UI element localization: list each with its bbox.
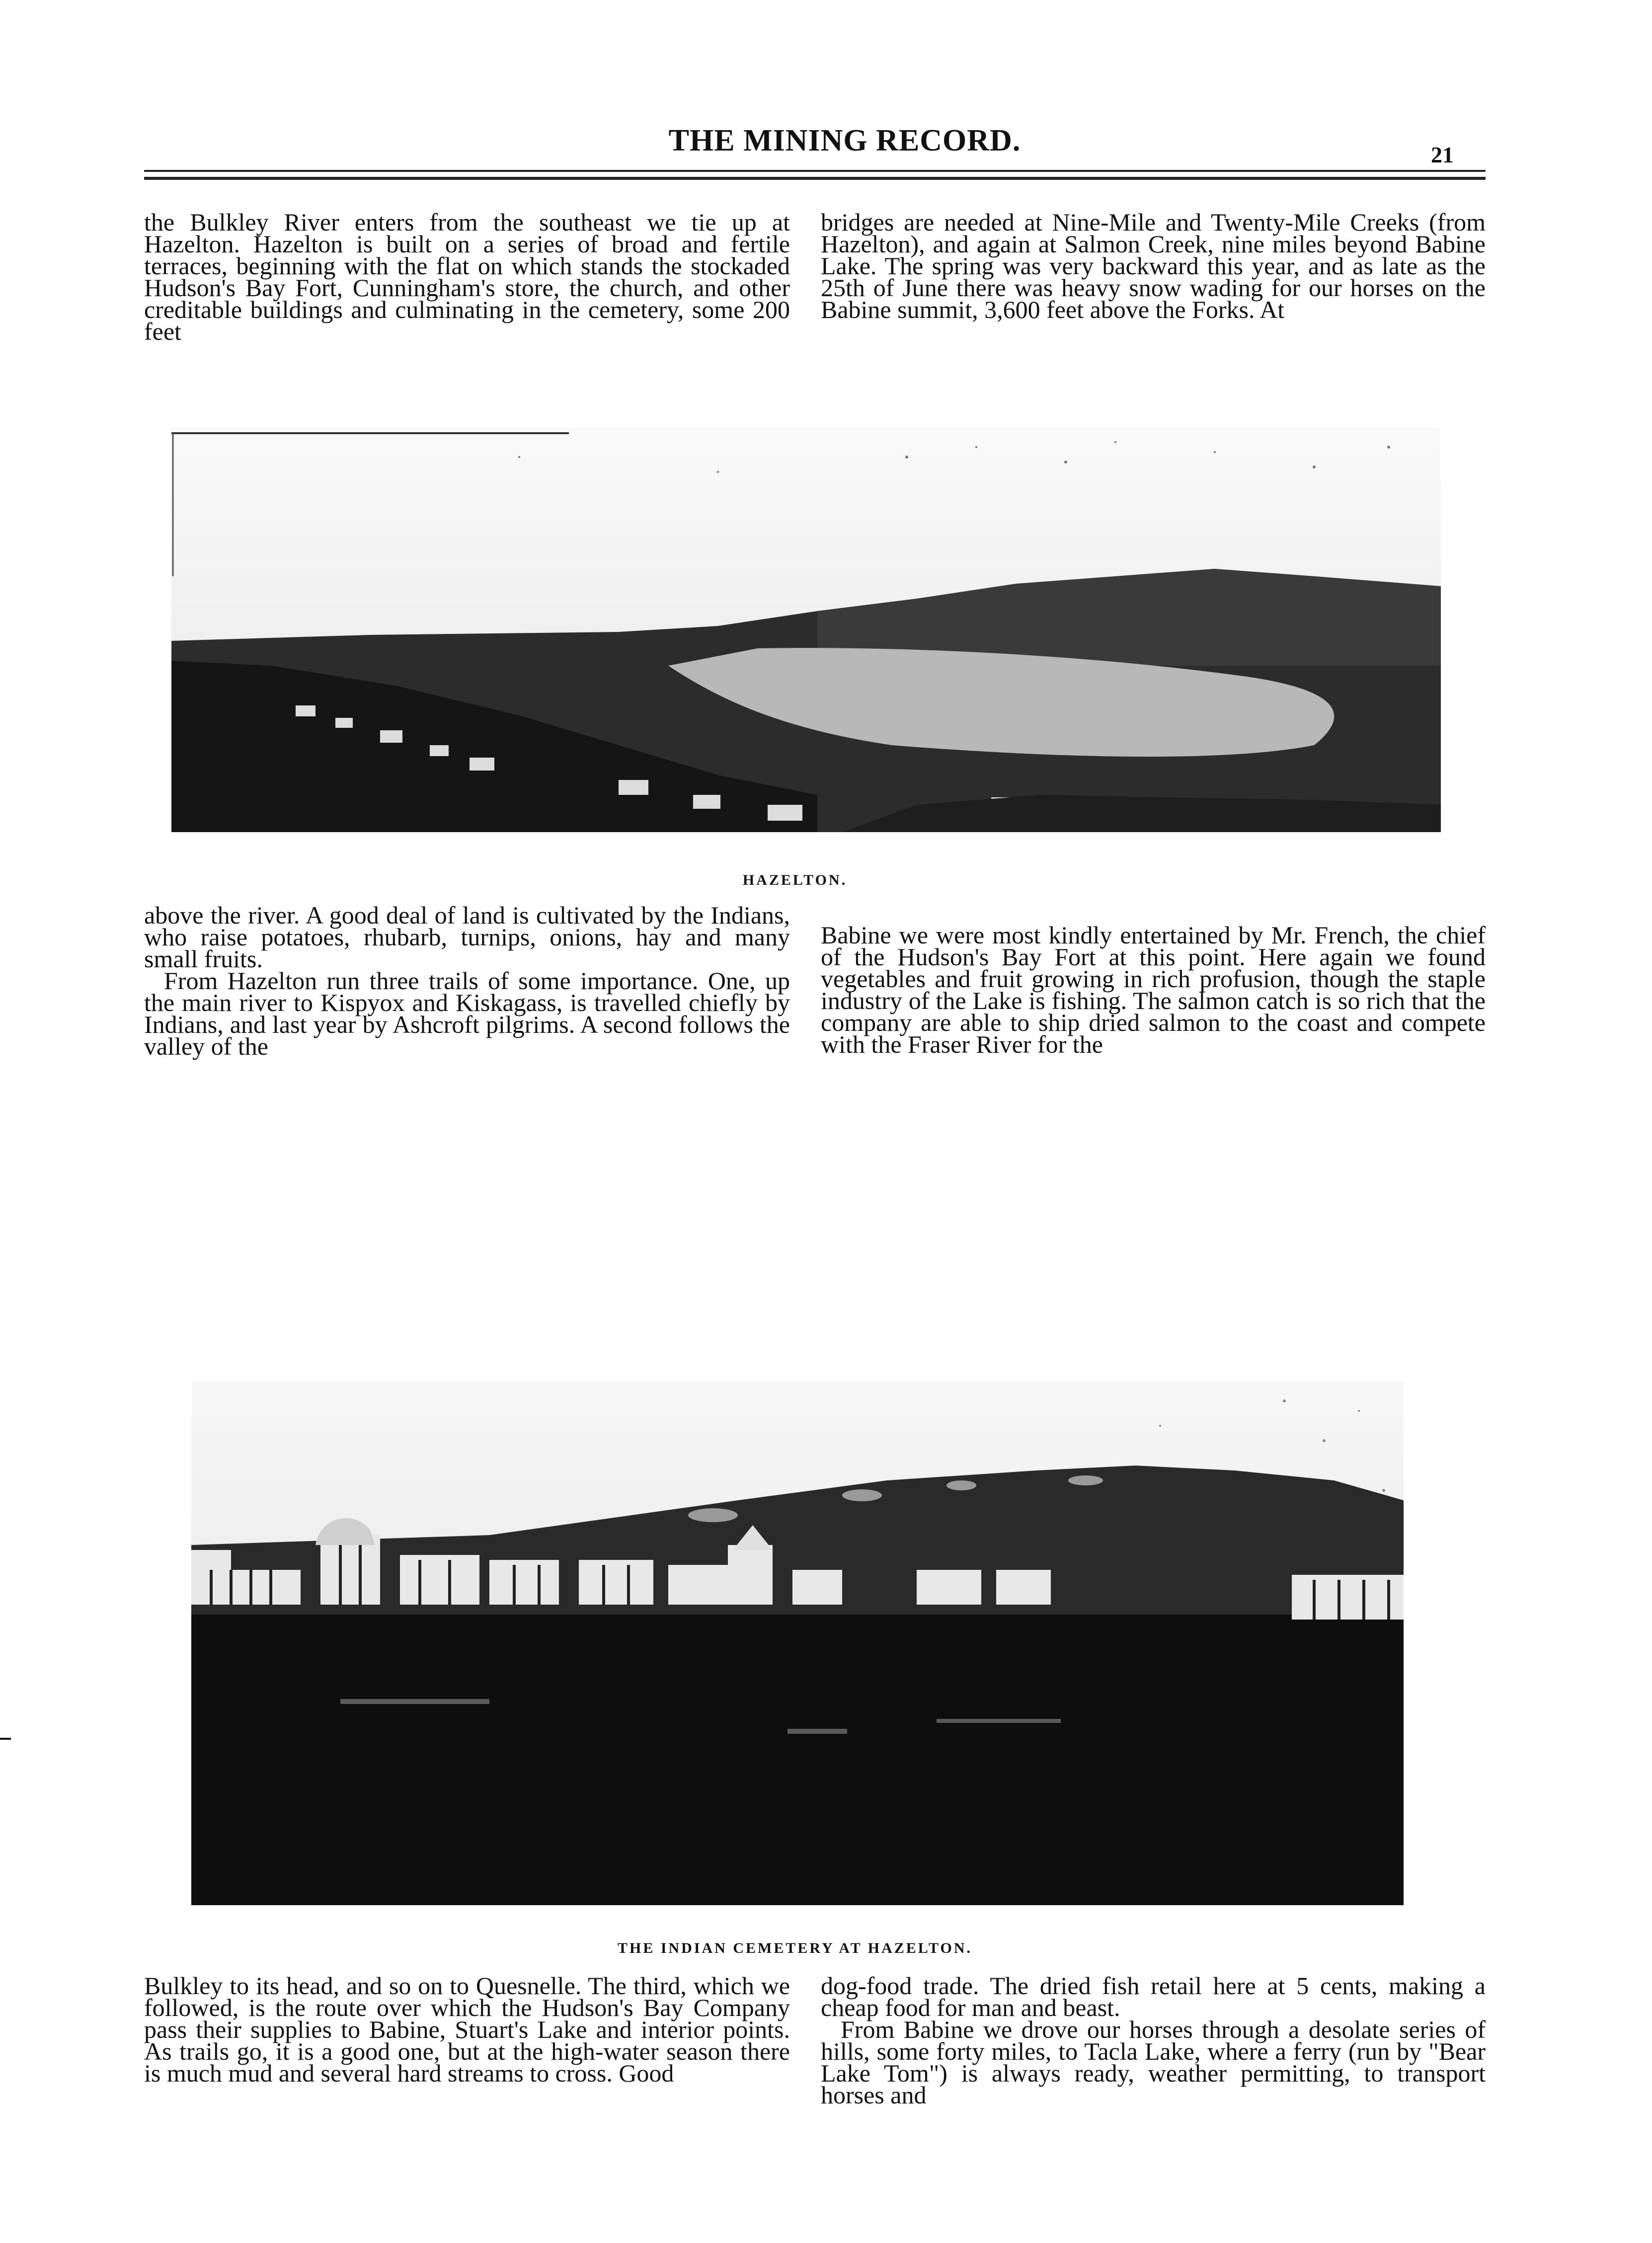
text-column-right-3 xyxy=(821,1972,1486,2109)
paragraph: Bulkley to its head, and so on to Quesnelle. The third, which we followed, is the route over which the Hudson's Bay Company pass their supplies to Babine, Stuart's Lake and interior points. As trails go, it is a good one, but at the high-water season there is much mud and several hard streams to cross. Good xyxy=(144,1972,790,2087)
hazelton-photo xyxy=(171,427,1441,832)
header-rule-bottom xyxy=(144,177,1486,180)
scan-margin-mark xyxy=(0,1738,11,1740)
text-column-left-2 xyxy=(144,901,790,1060)
text-column-left-1 xyxy=(144,208,790,345)
text-column-right-1 xyxy=(821,208,1486,323)
text-column-left-3 xyxy=(144,1972,790,2087)
text-column-right-2 xyxy=(821,921,1486,1058)
figure-caption-hazelton: HAZELTON. xyxy=(742,872,848,888)
paragraph: From Hazelton run three trails of some importance. One, up the main river to Kispyox and Kiskagass, is travelled chiefly by Indians, and last year by Ashcroft pilgrims. A second follows the valley of the xyxy=(144,967,790,1060)
paragraph: From Babine we drove our horses through a desolate series of hills, some forty miles, to Tacla Lake, where a ferry (run by "Bear Lake Tom") is always ready, weather permitting, to transport horses and xyxy=(821,2015,1486,2109)
paragraph: dog-food trade. The dried fish retail here at 5 cents, making a cheap food for man and beast. xyxy=(821,1972,1486,2021)
paragraph: above the river. A good deal of land is cultivated by the Indians, who raise potatoes, rhubarb, turnips, onions, hay and many small fruits. xyxy=(144,901,790,973)
paragraph: the Bulkley River enters from the southeast we tie up at Hazelton. Hazelton is built on a series of broad and fertile terraces, beginning with the flat on which stands the stockaded Hudson's Bay Fort, Cunningham's store, the church, and other creditable buildings and culminating in the cemetery, some 200 feet xyxy=(144,208,790,345)
header-rule-top xyxy=(144,170,1486,172)
running-head-title: THE MINING RECORD. xyxy=(668,124,1021,157)
paragraph: Babine we were most kindly entertained by Mr. French, the chief of the Hudson's Bay Fort at this point. Here again we found vegetables and fruit growing in rich profusion, though the staple industry of the Lake is fishing. The salmon catch is so rich that the company are able to ship dried salmon to the coast and compete with the Fraser River for the xyxy=(821,921,1486,1058)
figure-caption-cemetery: THE INDIAN CEMETERY AT HAZELTON. xyxy=(617,1940,973,1956)
paragraph: bridges are needed at Nine-Mile and Twenty-Mile Creeks (from Hazelton), and again at Salmon Creek, nine miles beyond Babine Lake. The spring was very backward this year, and as late as the 25th of June there was heavy snow wading for our horses on the Babine summit, 3,600 feet above the Forks. At xyxy=(821,208,1486,323)
page-number: 21 xyxy=(1431,142,1454,167)
indian-cemetery-photo xyxy=(191,1381,1404,1905)
